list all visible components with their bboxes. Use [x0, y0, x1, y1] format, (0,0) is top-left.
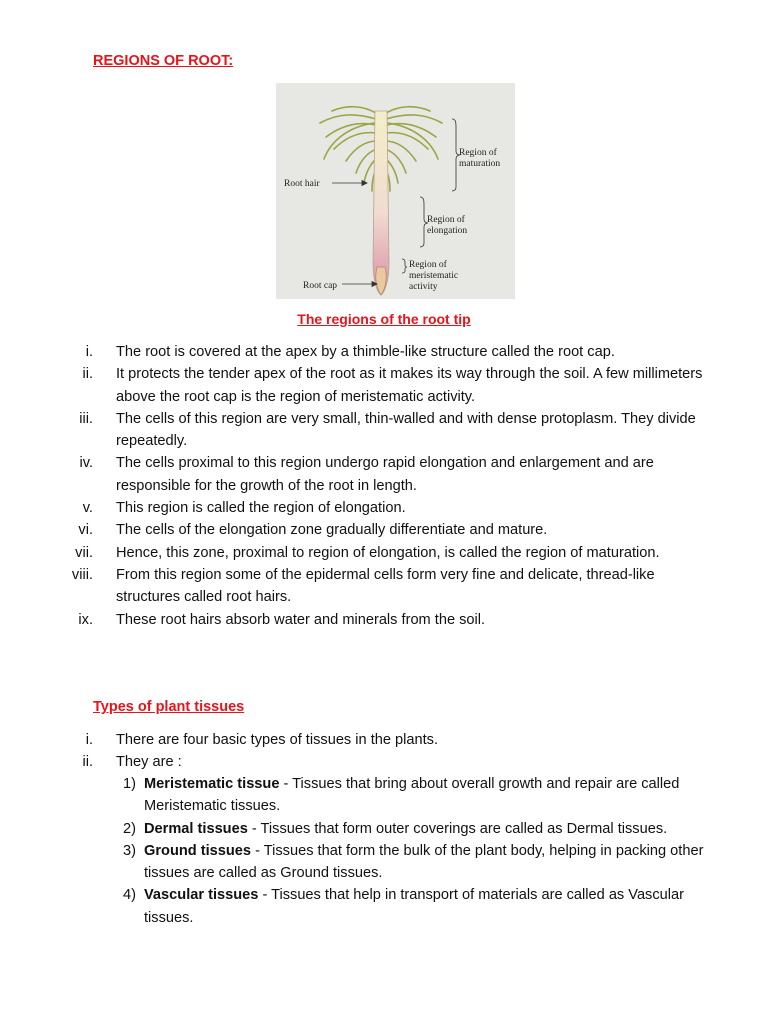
list-item-number: vi.: [78, 522, 93, 539]
list-item-number: vii.: [75, 544, 93, 561]
regions-of-root-heading: REGIONS OF ROOT:: [93, 53, 234, 69]
tissue-item: [0, 773, 704, 818]
list-item-text: Hence, this zone, proximal to region of elongation, is called the region of maturation.: [116, 544, 660, 561]
list-item: [0, 497, 708, 519]
tissue-term: Meristematic tissue: [144, 776, 280, 792]
list-item: [0, 609, 708, 631]
list-item: [0, 542, 708, 564]
label-maturation-2: maturation: [459, 159, 501, 169]
label-elongation-2: elongation: [427, 226, 468, 236]
tissue-term: Ground tissues: [144, 842, 252, 859]
list-item-text: This region is called the region of elongation.: [116, 500, 406, 517]
list-item-text: The cells of the elongation zone gradually differentiate and mature.: [116, 522, 548, 539]
list-item-text: These root hairs absorb water and minerals from the soil.: [116, 611, 486, 628]
root-tip-diagram: [276, 83, 515, 299]
list-item-text: The root is covered at the apex by a thimble-like structure called the root cap.: [116, 344, 615, 360]
list-item: [0, 363, 708, 408]
root-regions-list: [0, 341, 708, 631]
tissue-description: - Tissues that help in transport of materials are called as Vascular tissues.: [144, 887, 684, 926]
label-meristematic-2: meristematic: [409, 271, 459, 281]
list-item-number: ii.: [82, 366, 93, 383]
list-item-number: v.: [82, 500, 93, 517]
label-maturation-1: Region of: [459, 148, 497, 158]
pointer-lines: [332, 181, 377, 287]
list-item-text: The cells of this region are very small, thin-walled and with dense protoplasm. They divide repeatedly.: [116, 410, 696, 450]
list-item-number: viii.: [71, 566, 93, 583]
tissue-item-number: 3): [123, 842, 136, 859]
tissue-types-list: [0, 773, 704, 929]
list-item: [0, 564, 708, 609]
region-brackets: [402, 119, 460, 273]
tissue-item: [0, 840, 704, 885]
list-item: [0, 341, 708, 363]
label-root-hair: Root hair: [284, 179, 320, 189]
tissue-description: - Tissues that bring about overall growth and repair are called Meristematic tissues.: [144, 776, 680, 815]
list-item-number: iii.: [79, 410, 93, 427]
tissue-item-number: 4): [123, 887, 136, 904]
list-item-text: The cells proximal to this region undergo rapid elongation and enlargement and are responsible for the growth of the root in length.: [116, 455, 654, 494]
list-item-number: iv.: [79, 455, 93, 472]
label-meristematic-3: activity: [409, 282, 438, 292]
plant-tissues-heading: Types of plant tissues: [93, 699, 245, 715]
tissue-item: [0, 884, 704, 929]
tissue-item-number: 1): [123, 776, 136, 792]
tissue-description: - Tissues that form outer coverings are called as Dermal tissues.: [247, 820, 668, 837]
list-item: [0, 519, 708, 541]
list-item: [0, 408, 708, 453]
plant-tissues-list: [0, 729, 708, 774]
list-item-number: i.: [85, 344, 93, 360]
list-item-number: i.: [85, 732, 93, 748]
list-item-text: They are :: [116, 754, 182, 771]
list-item-number: ix.: [78, 611, 93, 628]
label-elongation-1: Region of: [427, 215, 465, 225]
list-item-text: From this region some of the epidermal cells form very fine and delicate, thread-like structures called root hairs.: [116, 566, 655, 606]
root-tip-illustration: [276, 83, 515, 299]
tissue-description: - Tissues that form the bulk of the plant body, helping in packing other tissues are called as Ground tissues.: [144, 842, 704, 882]
label-meristematic-1: Region of: [409, 260, 447, 270]
figure-caption: The regions of the root tip: [297, 311, 471, 327]
tissue-term: Dermal tissues: [144, 820, 248, 837]
list-item-text: There are four basic types of tissues in the plants.: [116, 732, 439, 748]
tissue-term: Vascular tissues: [144, 887, 259, 904]
list-item: [0, 729, 708, 751]
label-root-cap: Root cap: [303, 281, 338, 291]
list-item: [0, 452, 708, 497]
root-cap-shape: [376, 267, 386, 295]
tissue-item: [0, 818, 704, 840]
list-item-text: It protects the tender apex of the root as it makes its way through the soil. A few millimeters above the root cap is the region of meristematic activity.: [116, 366, 703, 405]
list-item: [0, 751, 708, 773]
tissue-item-number: 2): [123, 820, 136, 837]
list-item-number: ii.: [82, 754, 93, 771]
